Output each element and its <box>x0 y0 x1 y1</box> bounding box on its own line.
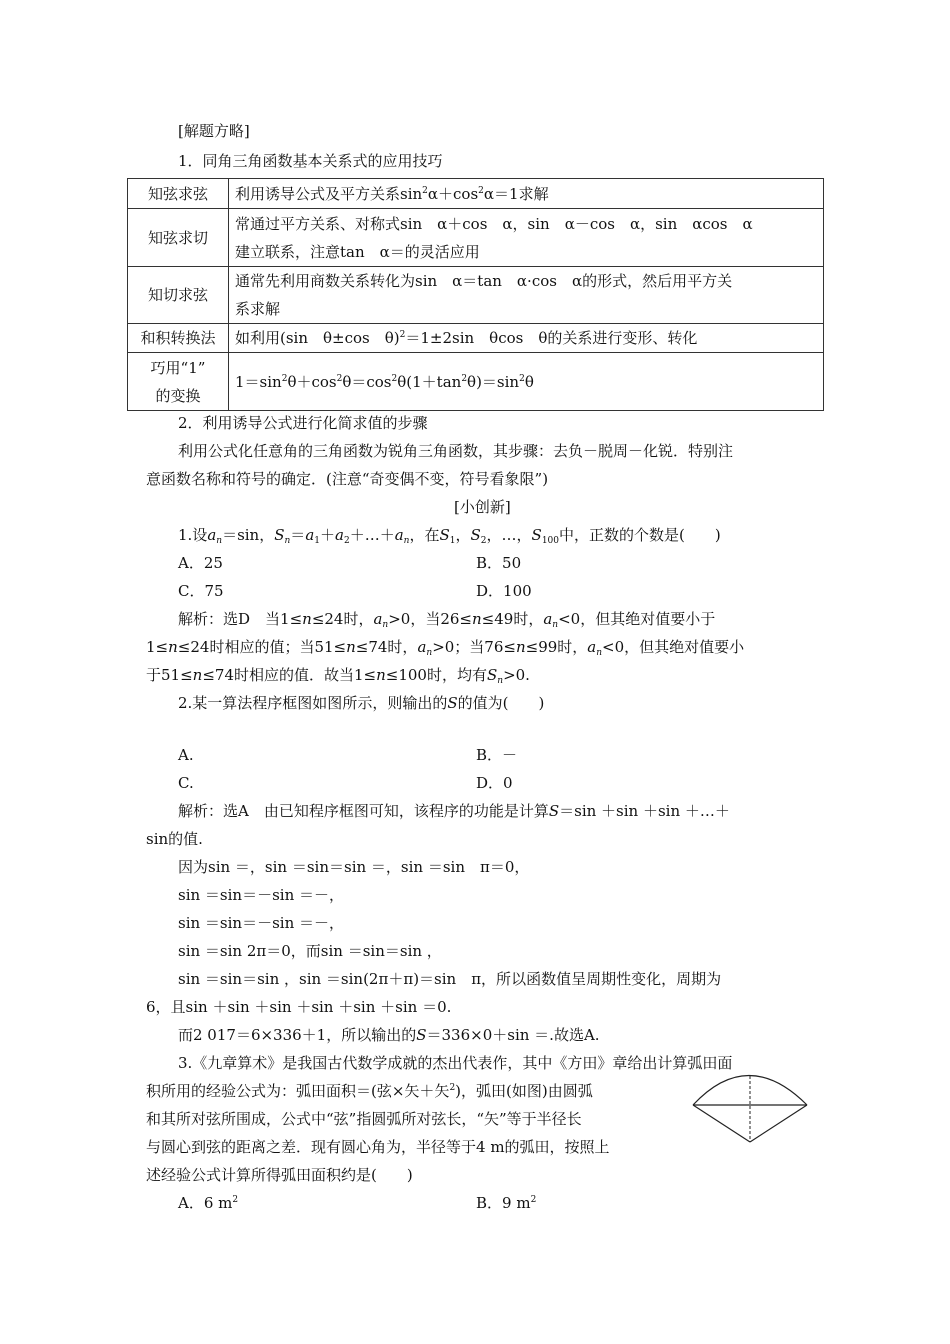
q2-solution: 因为sin ＝，sin ＝sin＝sin ＝，sin ＝sin π＝0， <box>178 858 530 876</box>
q1-stem: 1.设$a_n=\sin$，$S_n=a_1+a_2+\dots+a_n$，在$S_1$，$S_2$，…，$S_{100}$中，正数的个数是( ) <box>178 526 721 546</box>
radius-line-right <box>750 1105 807 1142</box>
q2-option-d: D．0 <box>476 774 513 792</box>
q2-solution: sin ＝sin 2π＝0，而sin ＝sin＝sin ， <box>178 942 442 960</box>
q2-solution: 而2 017＝6×336＋1，所以输出的S＝336×0＋sin ＝.故选A. <box>178 1026 600 1044</box>
section1-title: 1．同角三角函数基本关系式的应用技巧 <box>178 152 443 170</box>
technique-table <box>127 178 824 411</box>
table-row <box>128 209 824 267</box>
arc-field-figure <box>690 1068 814 1146</box>
q1-option-c: C．75 <box>178 582 224 600</box>
section2-title: 2．利用诱导公式进行化简求值的步骤 <box>178 414 428 432</box>
table-key: 巧用“1” 的变换 <box>128 353 229 411</box>
q2-solution: sin ＝sin＝sin ，sin ＝sin(2π＋π)＝sin π，所以函数值呈周期性变化，周期为 <box>178 970 722 988</box>
table-key: 知切求弦 <box>128 267 229 324</box>
q2-solution: sin ＝sin＝－sin ＝－， <box>178 914 345 932</box>
q3-stem: 积所用的经验公式为：弧田面积＝(弦×矢＋矢$^2$)，弧田(如图)由圆弧 <box>146 1082 593 1100</box>
heading-xiaochuangxin: [小创新] <box>454 498 511 516</box>
q2-option-a: A. <box>178 746 194 764</box>
q2-solution: sin ＝sin＝－sin ＝－， <box>178 886 345 904</box>
section2-text: 意函数名称和符号的确定．(注意“奇变偶不变，符号看象限”) <box>146 470 549 488</box>
q2-option-c: C. <box>178 774 194 792</box>
radius-line-left <box>693 1105 750 1142</box>
section2-text: 利用公式化任意角的三角函数为锐角三角函数，其步骤：去负－脱周－化锐．特别注 <box>178 442 734 460</box>
table-value: 如利用(sin θ±cos θ)$^2$＝1±2sin θcos θ的关系进行变形、转化 <box>229 324 824 353</box>
q3-option-a: A．6 $m^2$ <box>178 1194 239 1212</box>
q1-solution: 解析：选D 当1≤n≤24时，$a_n>0$，当26≤n≤49时，$a_n<0$，但其绝对值要小于 <box>178 610 716 630</box>
table-key: 知弦求弦 <box>128 179 229 209</box>
q2-stem: 2.某一算法程序框图如图所示，则输出的S的值为( ) <box>178 694 545 712</box>
table-row <box>128 267 824 324</box>
table-row <box>128 179 824 209</box>
q2-solution: sin的值. <box>146 830 203 848</box>
q2-solution: 6，且sin ＋sin ＋sin ＋sin ＋sin ＋sin ＝0. <box>146 998 452 1016</box>
heading-jieti: [解题方略] <box>178 122 250 140</box>
table-value: $1=\sin^2\theta+\cos^2\theta=\cos^2\theta(1+\tan^2\theta)=\sin^2\theta$ <box>229 353 824 411</box>
table-value: 常通过平方关系、对称式sin α＋cos α，sin α－cos α，sin αcos α 建立联系，注意tan α＝的灵活应用 <box>229 209 824 267</box>
q3-stem: 述经验公式计算所得弧田面积约是( ) <box>146 1166 413 1184</box>
q3-stem: 3.《九章算术》是我国古代数学成就的杰出代表作，其中《方田》章给出计算弧田面 <box>178 1054 733 1072</box>
table-row <box>128 324 824 353</box>
arc-curve <box>693 1076 807 1106</box>
q3-option-b: B．9 $m^2$ <box>476 1194 537 1212</box>
table-value: 通常先利用商数关系转化为sin α＝tan α·cos α的形式，然后用平方关 系求解 <box>229 267 824 324</box>
table-row <box>128 353 824 411</box>
q2-option-b: B．－ <box>476 746 518 764</box>
table-value: 利用诱导公式及平方关系$\sin^2\alpha+\cos^2\alpha=1$求解 <box>229 179 824 209</box>
q3-stem: 和其所对弦所围成，公式中“弦”指圆弧所对弦长，“矢”等于半径长 <box>146 1110 582 1128</box>
q2-solution: 解析：选A 由已知程序框图可知，该程序的功能是计算S＝sin ＋sin ＋sin ＋…＋ <box>178 802 730 820</box>
table-key: 和积转换法 <box>128 324 229 353</box>
q1-solution: 于51≤n≤74时相应的值．故当1≤n≤100时，均有$S_n>0$. <box>146 666 530 686</box>
table-key: 知弦求切 <box>128 209 229 267</box>
q1-option-a: A．25 <box>178 554 223 572</box>
q3-stem: 与圆心到弦的距离之差．现有圆心角为，半径等于4 m的弧田，按照上 <box>146 1138 610 1156</box>
q1-option-d: D．100 <box>476 582 532 600</box>
q1-option-b: B．50 <box>476 554 522 572</box>
q1-solution: 1≤n≤24时相应的值；当51≤n≤74时，$a_n>0$；当76≤n≤99时，$a_n<0$，但其绝对值要小 <box>146 638 745 658</box>
